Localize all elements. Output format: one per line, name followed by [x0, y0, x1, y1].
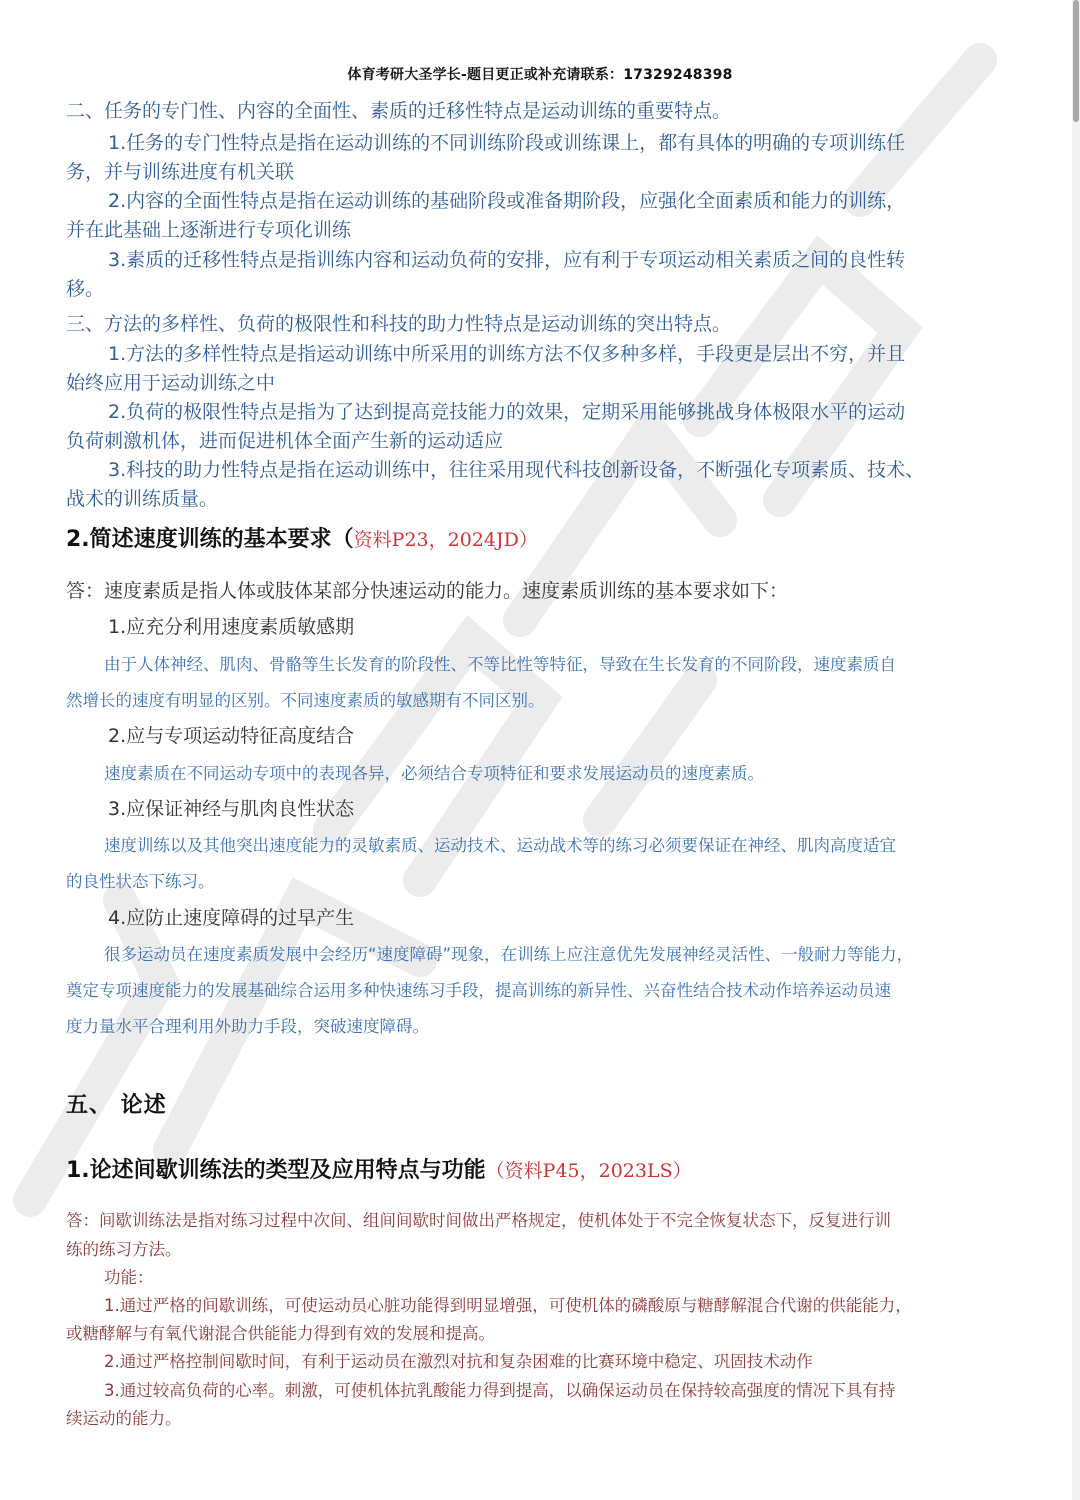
function-1: 1.通过严格的间歇训练，可使运动员心脏功能得到明显增强，可使机体的磷酸原与糖酵解混合代谢的供能能力， [104, 1296, 912, 1315]
requirement-2-text-1: 速度素质在不同运动专项中的表现各异，必须结合专项特征和要求发展运动员的速度素质。 [104, 764, 764, 783]
question-5-1-title [66, 1153, 692, 1184]
question-2-title-text: 2.简述速度训练的基本要求（ [66, 527, 354, 552]
part3-item-1: 1.方法的多样性特点是指运动训练中所采用的训练方法不仅多种多样，手段更是层出不穷，并且 [108, 343, 906, 365]
requirement-4-text-2: 奠定专项速度能力的发展基础综合运用多种快速练习手段，提高训练的新异性、兴奋性结合技术动作培养运动员速 [66, 981, 891, 1000]
scrollbar-thumb[interactable] [1073, 0, 1079, 122]
question-5-1-title-text: 1.论述间歇训练法的类型及应用特点与功能 [66, 1158, 486, 1183]
part3-item-2-cont: 负荷刺激机体，进而促进机体全面产生新的运动适应 [66, 430, 504, 452]
requirement-3-text-1: 速度训练以及其他突出速度能力的灵敏素质、运动技术、运动战术等的练习必须要保证在神经、肌肉高度适宜 [104, 836, 896, 855]
function-3: 3.通过较高负荷的心率。刺激，可使机体抗乳酸能力得到提高，以确保运动员在保持较高强度的情况下具有持 [104, 1381, 896, 1400]
part3-title: 三、方法的多样性、负荷的极限性和科技的助力性特点是运动训练的突出特点。 [66, 313, 732, 335]
function-1-cont: 或糖酵解与有氧代谢混合供能能力得到有效的发展和提高。 [66, 1324, 495, 1343]
part2-item-3: 3.素质的迁移性特点是指训练内容和运动负荷的安排，应有利于专项运动相关素质之间的良性转 [108, 249, 906, 271]
function-2: 2.通过严格控制间歇时间，有利于运动员在激烈对抗和复杂困难的比赛环境中稳定、巩固技术动作 [104, 1352, 813, 1371]
part2-item-1-cont: 务，并与训练进度有机关联 [66, 161, 295, 183]
section-5-title: 五、 论述 [66, 1093, 167, 1118]
question-2-answer: 答：速度素质是指人体或肢体某部分快速运动的能力。速度素质训练的基本要求如下： [66, 580, 789, 602]
part3-item-2: 2.负荷的极限性特点是指为了达到提高竞技能力的效果，定期采用能够挑战身体极限水平的运动 [108, 401, 906, 423]
function-3-cont: 续运动的能力。 [66, 1409, 182, 1428]
part3-item-3-cont: 战术的训练质量。 [66, 488, 219, 510]
function-label: 功能： [104, 1268, 154, 1287]
question-5-1-answer-1: 答：间歇训练法是指对练习过程中次间、组间间歇时间做出严格规定，使机体处于不完全恢复状态下，反复进行训 [66, 1211, 891, 1230]
requirement-3-title: 3.应保证神经与肌肉良性状态 [108, 798, 355, 820]
part2-item-3-cont: 移。 [66, 278, 105, 300]
part3-item-1-cont: 始终应用于运动训练之中 [66, 372, 276, 394]
part3-item-3: 3.科技的助力性特点是指在运动训练中，往往采用现代科技创新设备，不断强化专项素质、技术、 [108, 459, 925, 481]
requirement-4-title: 4.应防止速度障碍的过早产生 [108, 907, 355, 929]
question-2-reference: 资料P23，2024JD） [353, 529, 538, 551]
requirement-1-text-2: 然增长的速度有明显的区别。不同速度素质的敏感期有不同区别。 [66, 691, 545, 710]
requirement-4-text-1: 很多运动员在速度素质发展中会经历“速度障碍”现象，在训练上应注意优先发展神经灵活性、一般耐力等能力， [104, 945, 914, 964]
requirement-4-text-3: 度力量水平合理利用外助力手段，突破速度障碍。 [66, 1017, 429, 1036]
requirement-2-title: 2.应与专项运动特征高度结合 [108, 725, 355, 747]
part2-title: 二、任务的专门性、内容的全面性、素质的迁移性特点是运动训练的重要特点。 [66, 100, 732, 122]
part2-item-1: 1.任务的专门性特点是指在运动训练的不同训练阶段或训练课上，都有具体的明确的专项训练任 [108, 132, 906, 154]
question-2-title [66, 522, 538, 553]
question-5-1-answer-2: 练的练习方法。 [66, 1240, 182, 1259]
part2-item-2-cont: 并在此基础上逐渐进行专项化训练 [66, 219, 352, 241]
question-5-1-reference: （资料P45，2023LS） [485, 1160, 692, 1182]
requirement-1-title: 1.应充分利用速度素质敏感期 [108, 616, 355, 638]
part2-item-2: 2.内容的全面性特点是指在运动训练的基础阶段或准备期阶段，应强化全面素质和能力的训练， [108, 190, 906, 212]
document-header: 体育考研大圣学长-题目更正或补充请联系：17329248398 [347, 67, 733, 83]
scrollbar-track[interactable] [1072, 0, 1080, 1500]
requirement-1-text-1: 由于人体神经、肌肉、骨骼等生长发育的阶段性、不等比性等特征，导致在生长发育的不同阶段，速度素质自 [104, 655, 896, 674]
requirement-3-text-2: 的良性状态下练习。 [66, 872, 215, 891]
